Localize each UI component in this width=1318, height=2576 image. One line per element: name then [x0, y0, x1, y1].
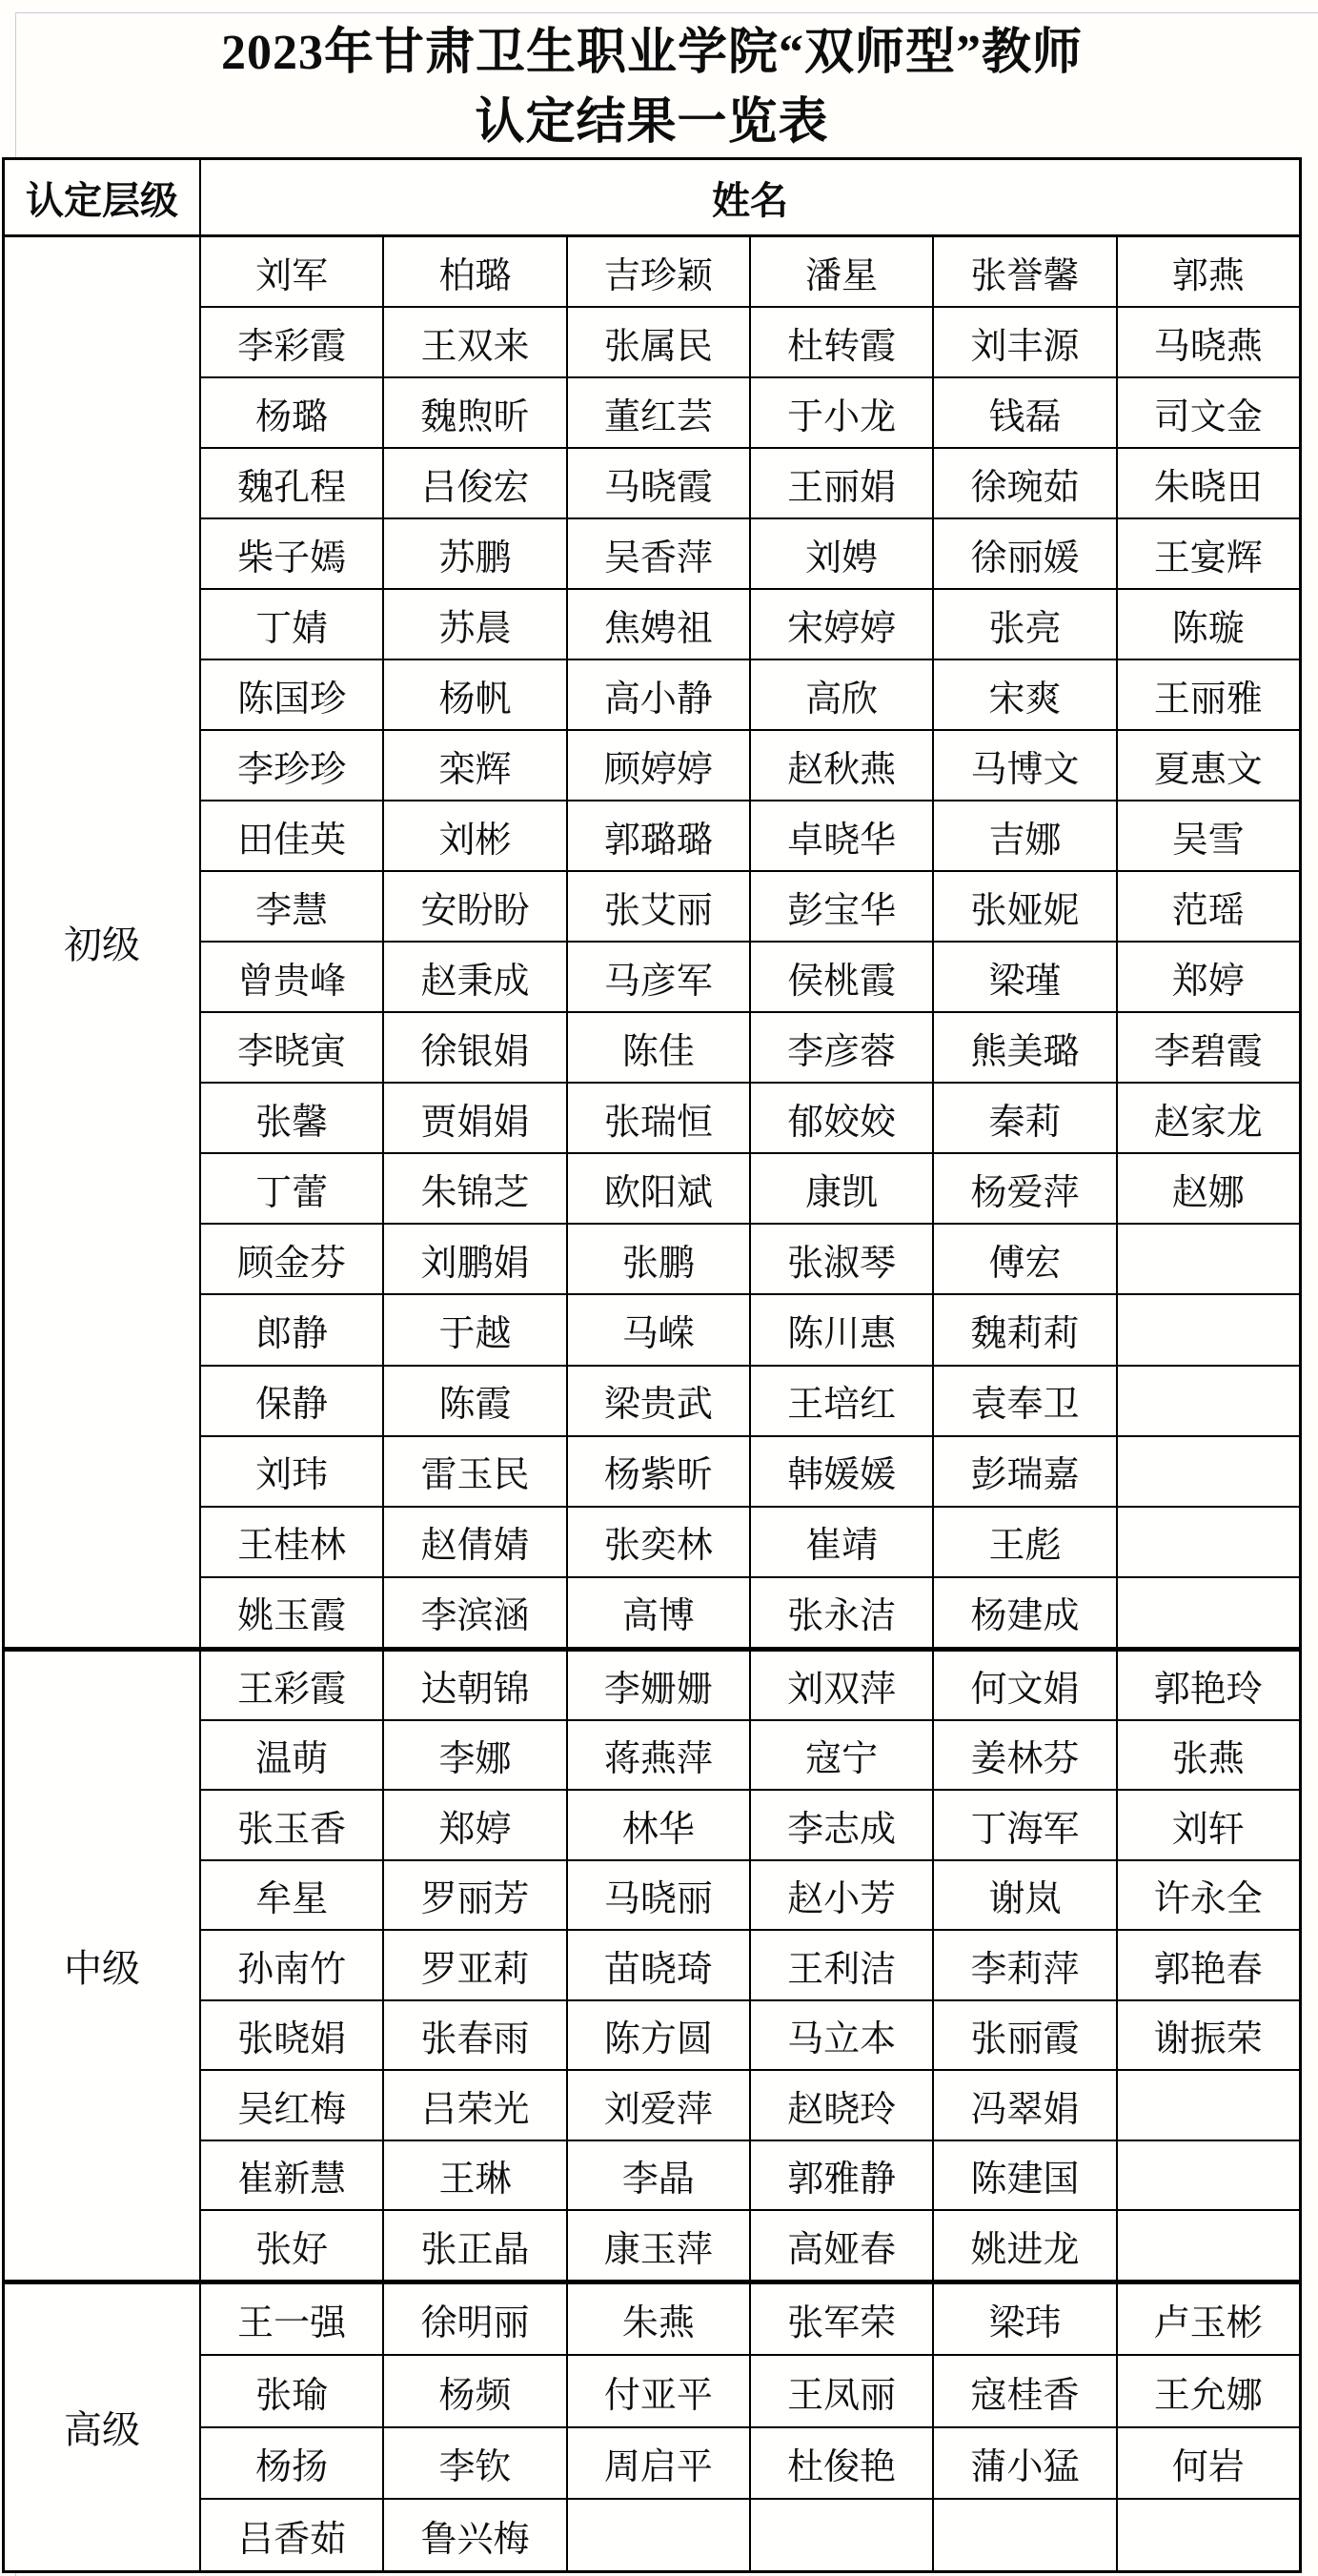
- empty-cell: [568, 2500, 751, 2570]
- name-cell: 刘双萍: [751, 1652, 934, 1719]
- name-cell: 贾娟娟: [384, 1084, 567, 1152]
- name-cell: 陈霞: [384, 1367, 567, 1435]
- name-cell: 袁奉卫: [934, 1367, 1117, 1435]
- name-cell: 李钦: [384, 2428, 567, 2499]
- name-cell: 焦娉祖: [568, 590, 751, 659]
- name-cell: 李慧: [201, 872, 384, 941]
- name-cell: 马嵘: [568, 1295, 751, 1364]
- section-level-2: [5, 1647, 1299, 2280]
- table-row: [201, 660, 1299, 731]
- name-cell: 王利洁: [751, 1931, 934, 1998]
- name-cell: 马晓燕: [1153, 326, 1263, 367]
- name-cell: 卓晓华: [751, 801, 934, 870]
- empty-cell: [1118, 1295, 1299, 1364]
- section-rows: [201, 2284, 1299, 2570]
- name-cell: 陈佳: [568, 1013, 751, 1082]
- name-cell: 康凯: [751, 1154, 934, 1223]
- name-cell: 何文娟: [934, 1652, 1117, 1719]
- name-cell: 郭雅静: [751, 2141, 934, 2209]
- name-cell: 于越: [384, 1295, 567, 1364]
- name-cell: 栾辉: [384, 731, 567, 800]
- name-cell: 何岩: [1171, 2447, 1245, 2488]
- name-cell: 王彪: [934, 1508, 1117, 1576]
- table-row: [201, 449, 1299, 519]
- name-cell: 吴雪: [1171, 820, 1245, 861]
- name-cell: 司文金: [1153, 396, 1263, 437]
- name-cell: 韩媛媛: [751, 1437, 934, 1506]
- table-row: [201, 237, 1299, 308]
- name-cell: 张瑞恒: [568, 1084, 751, 1152]
- name-cell: 王宴辉: [1153, 538, 1263, 578]
- section-level-3: [5, 2280, 1299, 2570]
- name-cell: 康玉萍: [568, 2211, 751, 2279]
- table-row: [201, 943, 1299, 1013]
- name-cell: 朱晓田: [1153, 467, 1263, 508]
- name-cell: 徐丽媛: [934, 519, 1117, 588]
- certification-results-table: [2, 157, 1302, 2573]
- name-cell: 姜林芬: [934, 1721, 1117, 1789]
- table-row: [201, 2141, 1299, 2211]
- table-row: [201, 1084, 1299, 1154]
- table-header-row: [5, 160, 1299, 237]
- name-cell: 张艾丽: [568, 872, 751, 941]
- table-row: [201, 872, 1299, 943]
- name-cell: 王一强: [201, 2284, 384, 2355]
- name-cell: 崔新慧: [201, 2141, 384, 2209]
- name-cell: 赵秋燕: [751, 731, 934, 800]
- name-cell: 潘星: [751, 237, 934, 306]
- name-cell: 许永全: [1153, 1879, 1263, 1920]
- name-cell: 陈建国: [934, 2141, 1117, 2209]
- name-cell: 李姗姗: [568, 1652, 751, 1719]
- name-cell: 侯桃霞: [751, 943, 934, 1011]
- name-cell: 李珍珍: [201, 731, 384, 800]
- table-row: [201, 2356, 1299, 2428]
- name-cell: 陈方圆: [568, 2001, 751, 2069]
- name-cell: 高欣: [751, 660, 934, 729]
- name-cell: 王彩霞: [201, 1652, 384, 1719]
- header-level-cell: 认定层级: [5, 160, 201, 234]
- name-cell: 张正晶: [384, 2211, 567, 2279]
- table-row: [201, 2284, 1299, 2357]
- name-cell: 李彦蓉: [751, 1013, 934, 1082]
- name-cell: 李晶: [568, 2141, 751, 2209]
- name-cell: 徐明丽: [384, 2284, 567, 2355]
- name-cell: 宋婷婷: [751, 590, 934, 659]
- name-cell: 夏惠文: [1153, 749, 1263, 790]
- page-guide-horizontal-line: [15, 12, 1318, 13]
- table-row: [201, 519, 1299, 590]
- name-cell: 赵家龙: [1153, 1102, 1263, 1143]
- name-cell: 柏璐: [384, 237, 567, 306]
- table-row: [201, 2071, 1299, 2140]
- name-cell: 王琳: [384, 2141, 567, 2209]
- name-cell: 高小静: [568, 660, 751, 729]
- name-cell: 马彦军: [568, 943, 751, 1011]
- name-cell: 郭艳春: [1153, 1949, 1263, 1990]
- header-name-cell: 姓名: [712, 178, 788, 222]
- name-cell: 吴红梅: [201, 2071, 384, 2139]
- name-cell: 欧阳斌: [568, 1154, 751, 1223]
- name-cell: 陈川惠: [751, 1295, 934, 1364]
- table-row: [201, 1508, 1299, 1578]
- empty-cell: [1118, 1437, 1299, 1506]
- table-row: [201, 1367, 1299, 1437]
- name-cell: 董红芸: [568, 378, 751, 447]
- name-cell: 顾金芬: [201, 1225, 384, 1293]
- name-cell: 郑婷: [1171, 961, 1245, 1002]
- name-cell: 温萌: [201, 1721, 384, 1789]
- name-cell: 马晓霞: [568, 449, 751, 517]
- name-cell: 冯翠娟: [934, 2071, 1117, 2139]
- name-cell: 曾贵峰: [201, 943, 384, 1011]
- name-cell: 张誉馨: [934, 237, 1117, 306]
- table-row: [201, 1791, 1299, 1860]
- name-cell: 丁海军: [934, 1791, 1117, 1858]
- name-cell: 刘彬: [384, 801, 567, 870]
- name-cell: 张淑琴: [751, 1225, 934, 1293]
- name-cell: 吕荣光: [384, 2071, 567, 2139]
- name-cell: 范瑶: [1171, 890, 1245, 931]
- name-cell: 刘轩: [1171, 1809, 1245, 1850]
- name-cell: 马晓丽: [568, 1861, 751, 1929]
- name-cell: 高博: [568, 1578, 751, 1647]
- name-cell: 达朝锦: [384, 1652, 567, 1719]
- name-cell: 苏鹏: [384, 519, 567, 588]
- name-cell: 魏莉莉: [934, 1295, 1117, 1364]
- name-cell: 苏晨: [384, 590, 567, 659]
- name-cell: 王丽娟: [751, 449, 934, 517]
- name-cell: 杨紫昕: [568, 1437, 751, 1506]
- name-cell: 熊美璐: [934, 1013, 1117, 1082]
- name-cell: 郁姣姣: [751, 1084, 934, 1152]
- empty-cell: [1118, 2500, 1299, 2570]
- name-cell: 朱锦芝: [384, 1154, 567, 1223]
- name-cell: 林华: [568, 1791, 751, 1858]
- name-cell: 杨帆: [384, 660, 567, 729]
- table-row: [201, 801, 1299, 872]
- name-cell: 雷玉民: [384, 1437, 567, 1506]
- name-cell: 朱燕: [568, 2284, 751, 2355]
- name-cell: 钱磊: [934, 378, 1117, 447]
- table-row: [201, 1931, 1299, 2000]
- name-cell: 吉珍颖: [568, 237, 751, 306]
- empty-cell: [1118, 1225, 1299, 1293]
- name-cell: 杨璐: [201, 378, 384, 447]
- name-cell: 张娅妮: [934, 872, 1117, 941]
- name-cell: 崔靖: [751, 1508, 934, 1576]
- page-title-line1: 2023年甘肃卫生职业学院“双师型”教师: [220, 26, 1083, 80]
- name-cell: 张奕林: [568, 1508, 751, 1576]
- name-cell: 姚进龙: [934, 2211, 1117, 2279]
- name-cell: 鲁兴梅: [384, 2500, 567, 2570]
- section-rows: [201, 237, 1299, 1647]
- empty-cell: [1118, 1578, 1299, 1647]
- name-cell: 卢玉彬: [1153, 2303, 1263, 2344]
- name-cell: 杨爱萍: [934, 1154, 1117, 1223]
- name-cell: 刘丰源: [934, 308, 1117, 376]
- name-cell: 张馨: [201, 1084, 384, 1152]
- name-cell: 徐银娟: [384, 1013, 567, 1082]
- name-cell: 丁蕾: [201, 1154, 384, 1223]
- name-cell: 郑婷: [384, 1791, 567, 1858]
- name-cell: 张属民: [568, 308, 751, 376]
- table-row: [201, 2211, 1299, 2279]
- table-row: [201, 1013, 1299, 1084]
- table-row: [201, 1578, 1299, 1647]
- name-cell: 柴子嫣: [201, 519, 384, 588]
- empty-cell: [934, 2500, 1117, 2570]
- name-cell: 宋爽: [934, 660, 1117, 729]
- name-cell: 李莉萍: [934, 1931, 1117, 1998]
- name-cell: 傅宏: [934, 1225, 1117, 1293]
- name-cell: 吕香茹: [201, 2500, 384, 2570]
- name-cell: 梁贵武: [568, 1367, 751, 1435]
- table-row: [201, 378, 1299, 449]
- name-cell: 彭瑞嘉: [934, 1437, 1117, 1506]
- table-row: [201, 1225, 1299, 1295]
- name-cell: 苗晓琦: [568, 1931, 751, 1998]
- name-cell: 王允娜: [1153, 2375, 1263, 2416]
- name-cell: 赵晓玲: [751, 2071, 934, 2139]
- level-label: 中级: [5, 1652, 201, 2280]
- name-cell: 蒋燕萍: [568, 1721, 751, 1789]
- table-row: [201, 2428, 1299, 2501]
- name-cell: 吕俊宏: [384, 449, 567, 517]
- name-cell: 刘玮: [201, 1437, 384, 1506]
- level-label: 高级: [5, 2284, 201, 2570]
- level-label: 初级: [5, 237, 201, 1647]
- name-cell: 赵倩婧: [384, 1508, 567, 1576]
- name-cell: 于小龙: [751, 378, 934, 447]
- name-cell: 付亚平: [568, 2356, 751, 2426]
- table-row: [201, 1721, 1299, 1791]
- name-cell: 彭宝华: [751, 872, 934, 941]
- name-cell: 杨建成: [934, 1578, 1117, 1647]
- name-cell: 张好: [201, 2211, 384, 2279]
- name-cell: 郭璐璐: [568, 801, 751, 870]
- name-cell: 王丽雅: [1153, 679, 1263, 720]
- empty-cell: [1118, 2211, 1299, 2279]
- name-cell: 张丽霞: [934, 2001, 1117, 2069]
- name-cell: 寇宁: [751, 1721, 934, 1789]
- empty-cell: [751, 2500, 934, 2570]
- table-row: [201, 1154, 1299, 1225]
- name-cell: 张永洁: [751, 1578, 934, 1647]
- name-cell: 魏孔程: [201, 449, 384, 517]
- name-cell: 陈国珍: [201, 660, 384, 729]
- name-cell: 李晓寅: [201, 1013, 384, 1082]
- name-cell: 吴香萍: [568, 519, 751, 588]
- name-cell: 刘娉: [751, 519, 934, 588]
- name-cell: 张晓娟: [201, 2001, 384, 2069]
- name-cell: 张瑜: [201, 2356, 384, 2426]
- name-cell: 周启平: [568, 2428, 751, 2499]
- name-cell: 谢振荣: [1153, 2019, 1263, 2060]
- name-cell: 陈璇: [1171, 608, 1245, 649]
- page-title: [2, 19, 1302, 158]
- name-cell: 丁婧: [201, 590, 384, 659]
- name-cell: 马立本: [751, 2001, 934, 2069]
- name-cell: 谢岚: [934, 1861, 1117, 1929]
- name-cell: 杜转霞: [751, 308, 934, 376]
- name-cell: 李滨涵: [384, 1578, 567, 1647]
- name-cell: 罗丽芳: [384, 1861, 567, 1929]
- name-cell: 刘爱萍: [568, 2071, 751, 2139]
- name-cell: 马博文: [934, 731, 1117, 800]
- name-cell: 李娜: [384, 1721, 567, 1789]
- name-cell: 张春雨: [384, 2001, 567, 2069]
- name-cell: 秦莉: [934, 1084, 1117, 1152]
- name-cell: 蒲小猛: [934, 2428, 1117, 2499]
- name-cell: 王培红: [751, 1367, 934, 1435]
- name-cell: 寇桂香: [934, 2356, 1117, 2426]
- table-row: [201, 2500, 1299, 2570]
- name-cell: 杨扬: [201, 2428, 384, 2499]
- name-cell: 徐琬茹: [934, 449, 1117, 517]
- name-cell: 顾婷婷: [568, 731, 751, 800]
- table-row: [201, 1861, 1299, 1931]
- table-row: [201, 308, 1299, 378]
- name-cell: 刘鹏娟: [384, 1225, 567, 1293]
- name-cell: 张鹏: [568, 1225, 751, 1293]
- name-cell: 赵小芳: [751, 1861, 934, 1929]
- name-cell: 王双来: [384, 308, 567, 376]
- name-cell: 赵娜: [1171, 1172, 1245, 1213]
- name-cell: 保静: [201, 1367, 384, 1435]
- empty-cell: [1118, 1508, 1299, 1576]
- name-cell: 孙南竹: [201, 1931, 384, 1998]
- name-cell: 罗亚莉: [384, 1931, 567, 1998]
- table-row: [201, 1652, 1299, 1721]
- name-cell: 吉娜: [934, 801, 1117, 870]
- name-cell: 张军荣: [751, 2284, 934, 2355]
- name-cell: 李志成: [751, 1791, 934, 1858]
- table-row: [201, 2001, 1299, 2071]
- name-cell: 张玉香: [201, 1791, 384, 1858]
- name-cell: 郭燕: [1171, 255, 1245, 296]
- empty-cell: [1118, 1367, 1299, 1435]
- page-title-line2: 认定结果一览表: [475, 94, 829, 150]
- name-cell: 李碧霞: [1153, 1031, 1263, 1072]
- empty-cell: [1118, 2071, 1299, 2139]
- table-row: [201, 1295, 1299, 1366]
- name-cell: 田佳英: [201, 801, 384, 870]
- table-row: [201, 1437, 1299, 1508]
- name-cell: 赵秉成: [384, 943, 567, 1011]
- name-cell: 张燕: [1171, 1739, 1245, 1780]
- name-cell: 杨频: [384, 2356, 567, 2426]
- name-cell: 王桂林: [201, 1508, 384, 1576]
- name-cell: 郭艳玲: [1153, 1669, 1263, 1710]
- name-cell: 牟星: [201, 1861, 384, 1929]
- name-cell: 张亮: [934, 590, 1117, 659]
- name-cell: 李彩霞: [201, 308, 384, 376]
- empty-cell: [1118, 2141, 1299, 2209]
- name-cell: 王凤丽: [751, 2356, 934, 2426]
- table-body: [5, 237, 1299, 2570]
- table-row: [201, 590, 1299, 660]
- name-cell: 安盼盼: [384, 872, 567, 941]
- table-row: [201, 731, 1299, 801]
- name-cell: 姚玉霞: [201, 1578, 384, 1647]
- name-cell: 刘军: [201, 237, 384, 306]
- name-cell: 郎静: [201, 1295, 384, 1364]
- section-level-1: [5, 237, 1299, 1647]
- name-cell: 杜俊艳: [751, 2428, 934, 2499]
- name-cell: 梁瑾: [934, 943, 1117, 1011]
- name-cell: 高娅春: [751, 2211, 934, 2279]
- name-cell: 魏煦昕: [384, 378, 567, 447]
- section-rows: [201, 1652, 1299, 2280]
- name-cell: 梁玮: [934, 2284, 1117, 2355]
